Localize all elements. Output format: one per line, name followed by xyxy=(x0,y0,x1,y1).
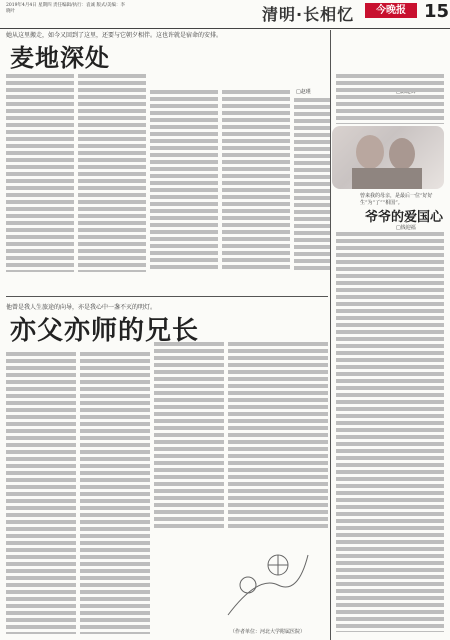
elderly-couple-photo xyxy=(332,126,444,189)
newspaper-logo: 今晚报 xyxy=(365,3,417,18)
section-title: 清明·长相忆 xyxy=(262,5,355,24)
flower-illustration-icon xyxy=(218,535,318,625)
article1-body-col1 xyxy=(6,74,74,272)
article1-body-col3 xyxy=(150,90,218,272)
article1-title: 麦地深处 xyxy=(10,44,110,72)
page-header xyxy=(0,0,450,29)
article4-title: 亦父亦师的兄长 xyxy=(10,316,200,346)
issue-meta: 2019年4月4日 星期四 责任编辑/执行：袁诚 版式/美编：李晓叶 xyxy=(6,3,125,14)
article1-body-col2 xyxy=(78,74,146,272)
article3-caption: 曾来我的母亲，是最后一位“好好生”为“了”“相国”。 xyxy=(360,193,433,206)
article4-body-col3 xyxy=(154,342,224,528)
section-divider xyxy=(6,296,328,297)
article4-body-col1 xyxy=(6,352,76,634)
article4-body-col2 xyxy=(80,352,150,634)
article3-author: □钱迎福 xyxy=(396,225,416,231)
article1-body-col4 xyxy=(222,90,290,272)
article1-body-col5 xyxy=(294,98,330,272)
page-number: 15 xyxy=(424,1,450,22)
article4-subtitle: 他曾是我人生旅途的向导，亦是我心中一盏不灭的明灯。 xyxy=(6,304,157,311)
article4-author: （作者单位：河北大学附属医院） xyxy=(230,629,306,635)
article3-body xyxy=(336,232,444,632)
article3-title: 爷爷的爱国心 xyxy=(365,210,444,225)
article2-body xyxy=(336,74,444,124)
article2-author: □陈建辉 xyxy=(396,89,416,95)
column-divider xyxy=(330,30,331,640)
article4-body-col4 xyxy=(228,342,328,528)
article1-lead: 她从这里搬走，如今又回到了这里，还要与它朝夕相伴。这也许就是宿命的安排。 xyxy=(6,32,223,39)
article1-author: □赵瑾 xyxy=(296,89,311,95)
